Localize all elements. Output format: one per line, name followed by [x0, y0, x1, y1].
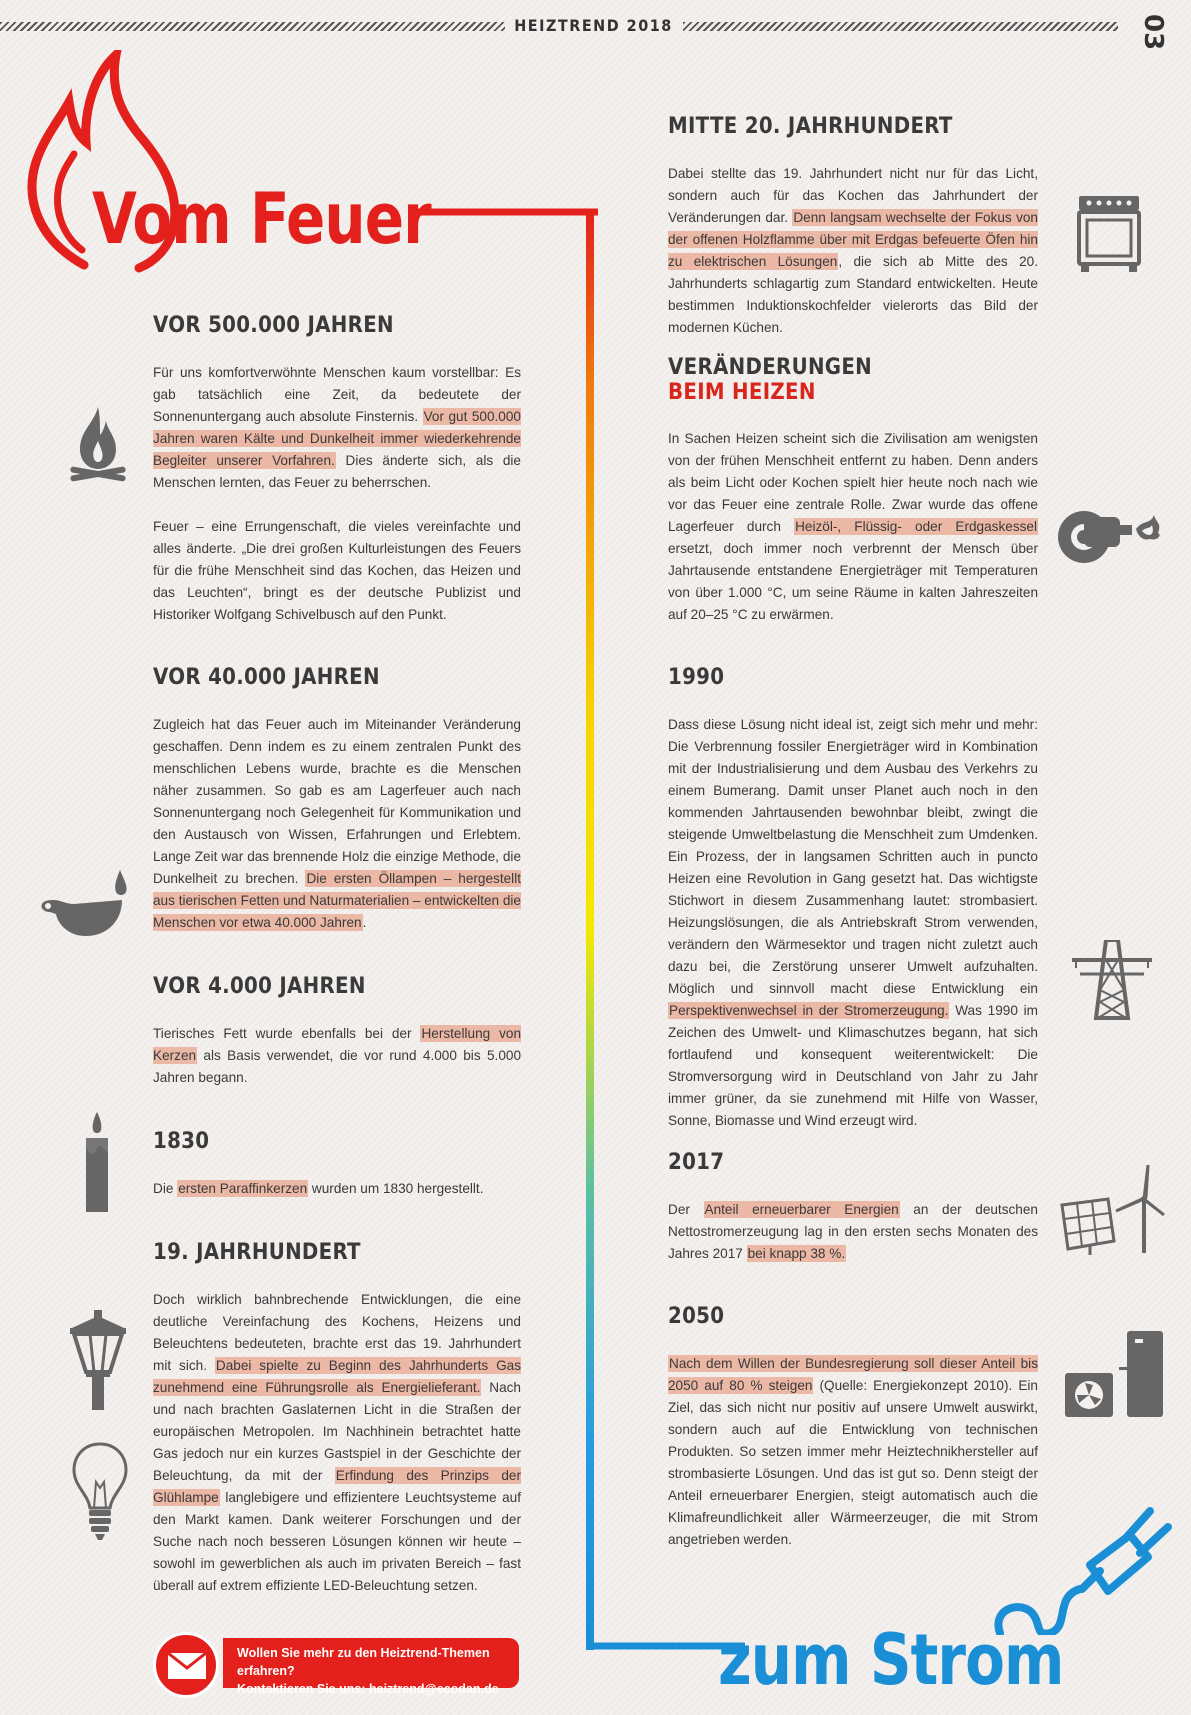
highlight: Vor gut 500.000 Jahren waren Kälte und Dunkelheit immer wiederkehrende Begleiter unserer Vorfahren.	[153, 409, 521, 468]
text-vor-500000-jahren: Für uns komfortverwöhnte Menschen kaum vorstellbar: Es gab tatsächlich eine Zeit, da bedeutete der Sonnenuntergang auch absolute Finsternis. Vor gut 500.000 Jahren waren Kälte und Dunkelheit immer wiederkehrende Begleiter unserer Vorfahren. Dies änderte sich, als die Menschen lernten, das Feuer zu beherrschen.	[153, 365, 521, 490]
heading-1990: 1990	[668, 665, 725, 690]
title-vom-feuer: Vom Feuer	[92, 178, 431, 260]
contact-email-link[interactable]: heiztrend@ecodan.de	[368, 1682, 499, 1696]
power-pylon-icon	[1072, 940, 1152, 1020]
highlight: Heizöl-, Flüssig- oder Erdgaskessel	[795, 519, 1037, 534]
text-mitte-20-jahrhundert: Dabei stellte das 19. Jahrhundert nicht nur für das Licht, sondern auch für das Kochen das Jahrhundert der Veränderungen dar. Denn langsam wechselte der Fokus von der offenen Holzflamme über mit Erdgas befeuerte Öfen hin zu elektrischen Lösungen, die sich ab Mitte des 20. Jahrhunderts schlagartig zum Standard entwickelten. Heute bestimmen Induktionskochfelder vielerorts das Bild der modernen Küchen.	[668, 166, 1038, 335]
contact-banner[interactable]	[153, 1632, 521, 1696]
text-2017: Der Anteil erneuerbarer Energien an der deutschen Nettostromerzeugung lag in den ersten sechs Monaten des Jahres 2017 bei knapp 38 %.	[668, 1202, 1038, 1261]
highlight: Erfindung des Prinzips der Glühlampe	[153, 1468, 522, 1505]
header-title: HEIZTREND 2018	[514, 16, 673, 35]
contact-text	[237, 1644, 517, 1698]
highlight: Anteil erneuerbarer Energien	[704, 1202, 899, 1217]
text-feuer-errungenschaft: Feuer – eine Errungenschaft, die vieles vereinfachte und alles änderte. „Die drei großen Kulturleistungen des Feuers für die frühe Menschheit sind das Kochen, das Heizen und das Leuchten“, bringt es der deutsche Publizist und Historiker Wolfgang Schivelbusch auf den Punkt.	[153, 519, 521, 622]
heading-2017: 2017	[668, 1150, 725, 1175]
oil-lamp-icon	[40, 870, 132, 940]
text-2050: Nach dem Willen der Bundesregierung soll dieser Anteil bis 2050 auf 80 % steigen (Quelle: Energiekonzept 2010). Ein Ziel, das sich nicht nur positiv auf unsere Umwelt auswirkt, sondern auch auf die Entwicklung von technischen Produkten. So setzen immer mehr Heiztechnikhersteller auf strombasierte Lösungen. Und das ist gut so. Denn steigt der Anteil erneuerbarer Energien, steigt automatisch auch die Klimafreundlichkeit aller Wärmeerzeuger, die mit Strom angetrieben werden.	[668, 1356, 1038, 1547]
plug-icon	[990, 1505, 1175, 1635]
highlight: Herstellung von Kerzen	[153, 1026, 522, 1063]
contact-line-1: Wollen Sie mehr zu den Heiztrend-Themen erfahren?	[237, 1646, 490, 1678]
heading-2050: 2050	[668, 1304, 725, 1329]
heading-beim-heizen: BEIM HEIZEN	[668, 380, 816, 405]
heading-19-jahrhundert: 19. JAHRHUNDERT	[153, 1240, 361, 1265]
text-19-jahrhundert: Doch wirklich bahnbrechende Entwicklungen, die eine deutliche Vereinfachung des Kochens, Heizens und Beleuchtens bedeuteten, brachte erst das 19. Jahrhundert mit sich. Dabei spielte zu Beginn des Jahrhunderts Gas zunehmend eine Führungsrolle als Energielieferant. Nach und nach brachten Gaslaternen Licht in die Straßen der europäischen Metropolen. Im Nachhinein betrachtet hatte Gas jedoch nur ein kurzes Gastspiel in der Geschichte der Beleuchtung, da mit der Erfindung des Prinzips der Glühlampe langlebigere und effizientere Leuchtsysteme auf den Markt kamen. Dank weiterer Forschungen und der Suche nach noch besseren Lösungen können wir heute – sowohl im gewerblichen als auch im privaten Bereich – fast überall auf extrem effiziente LED-Beleuchtung setzen.	[153, 1292, 522, 1593]
highlight: ersten Paraffinkerzen	[178, 1181, 308, 1196]
title-zum-strom: zum Strom	[718, 1619, 1064, 1701]
heading-mitte-20-jahrhundert: MITTE 20. JAHRHUNDERT	[668, 114, 953, 139]
solar-wind-icon	[1060, 1165, 1165, 1255]
oven-icon	[1077, 194, 1141, 272]
highlight: Nach dem Willen der Bundesregierung soll dieser Anteil bis 2050 auf 80 % steigen	[668, 1356, 1038, 1393]
page-number: 03	[1138, 14, 1168, 51]
heading-veraenderungen: VERÄNDERUNGEN	[668, 355, 873, 380]
heading-veraenderungen-beim-heizen	[668, 355, 872, 405]
text-1830: Die ersten Paraffinkerzen wurden um 1830 hergestellt.	[153, 1181, 484, 1196]
contact-line-2: Kontaktieren Sie uns: heiztrend@ecodan.de	[237, 1682, 499, 1696]
mail-icon	[167, 1652, 207, 1680]
contact-circle	[153, 1632, 219, 1698]
highlight: Dabei spielte zu Beginn des Jahrhunderts Gas zunehmend eine Führungsrolle als Energielieferant.	[153, 1358, 522, 1395]
heading-vor-500000-jahren: VOR 500.000 JAHREN	[153, 313, 394, 338]
candle-icon	[82, 1112, 112, 1212]
campfire-icon	[66, 405, 130, 489]
light-bulb-icon	[70, 1442, 130, 1542]
gas-lantern-icon	[66, 1310, 130, 1410]
highlight: Perspektivenwechsel in der Stromerzeugung.	[669, 1003, 949, 1018]
text-vor-4000-jahren: Tierisches Fett wurde ebenfalls bei der Herstellung von Kerzen als Basis verwendet, die vor rund 4.000 bis 5.000 Jahren begann.	[153, 1026, 522, 1085]
heat-pump-icon	[1063, 1329, 1165, 1419]
heading-vor-40000-jahren: VOR 40.000 JAHREN	[153, 665, 380, 690]
text-veraenderungen-beim-heizen: In Sachen Heizen scheint sich die Zivilisation am wenigsten von der frühen Menschheit entfernt zu haben. Denn anders als beim Licht oder Kochen spielt hier heute noch nach wie vor das Feuer eine zentrale Rolle. Zwar wurde das offene Lagerfeuer durch Heizöl-, Flüssig- oder Erdgaskessel ersetzt, doch immer noch verbrennt der Mensch über Jahrtausende entstandene Energieträger mit Temperaturen von über 1.000 °C, um seine Räume in kalten Jahreszeiten auf 20–25 °C zu erwärmen.	[668, 431, 1038, 622]
text-vor-40000-jahren: Zugleich hat das Feuer auch im Miteinander Veränderung geschaffen. Denn indem es zu einem zentralen Punkt des menschlichen Lebens wurde, brachte es die Menschen näher zusammen. So gab es am Lagerfeuer auch nach Sonnenuntergang noch Gelegenheit für Kommunikation und den Austausch von Wissen, Erfahrungen und Erlebtem. Lange Zeit war das brennende Holz die einzige Methode, die Dunkelheit zu brechen. Die ersten Öllampen – hergestellt aus tierischen Fetten und Naturmaterialien – entwickelten die Menschen vor etwa 40.000 Jahren.	[153, 717, 521, 930]
highlight: Die ersten Öllampen – hergestellt aus tierischen Fetten und Naturmaterialien – entwickelten die Menschen vor etwa 40.000 Jahren	[153, 871, 521, 930]
boiler-burner-icon	[1058, 505, 1164, 565]
heading-1830: 1830	[153, 1129, 210, 1154]
heading-vor-4000-jahren: VOR 4.000 JAHREN	[153, 974, 366, 999]
text-1990: Dass diese Lösung nicht ideal ist, zeigt sich mehr und mehr: Die Verbrennung fossiler Energieträger wird in Kombination mit der Industrialisierung und dem Ausbau des Verkehrs zu einem Bumerang. Damit unser Planet auch noch in den kommenden Jahrtausenden bewohnbar bleibt, zwingt die steigende Umweltbelastung die Menschheit zum Umdenken. Ein Prozess, der in langsamen Schritten auch in puncto Heizen eine Revolution in Gang gesetzt hat. Das wichtigste Stichwort in diesem Zusammenhang lautet: strombasiert. Heizungslösungen, die als Antriebskraft Strom verwenden, verändern den Wärmesektor und tragen nicht zuletzt auch dazu bei, die Zerstörung unserer Umwelt aufzuhalten. Möglich und sinnvoll macht diese Entwicklung ein Perspektivenwechsel in der Stromerzeugung. Was 1990 im Zeichen des Umwelt- und Klimaschutzes begann, hat sich fortlaufend und konsequent weiterentwickelt: Die Stromversorgung wird in Deutschland von Jahr zu Jahr immer grüner, da sie zunehmend mit Hilfe von Wasser, Sonne, Biomasse und Wind erzeugt wird.	[668, 717, 1038, 1128]
highlight: Denn langsam wechselte der Fokus von der offenen Holzflamme über mit Erdgas befeuerte Öfen hin zu elektrischen Lösungen	[668, 210, 1038, 269]
highlight: bei knapp 38 %.	[747, 1246, 846, 1261]
